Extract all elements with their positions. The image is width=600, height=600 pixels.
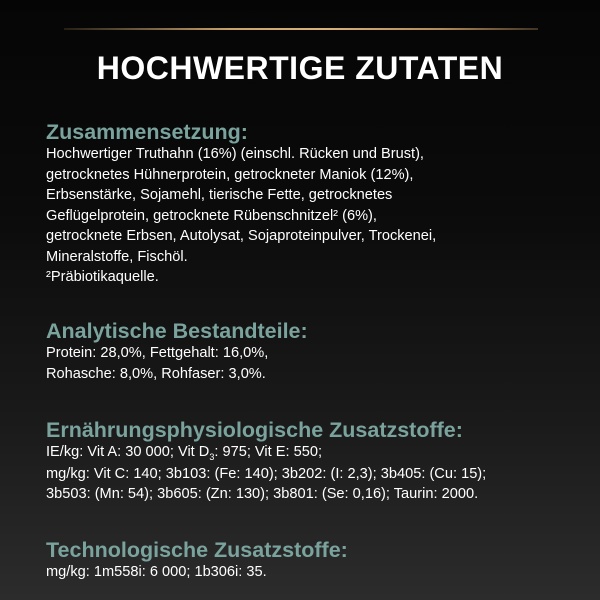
nutritional-line: 3b503: (Mn: 54); 3b605: (Zn: 130); 3b801: (Se: 0,16); Taurin: 2000. — [46, 486, 479, 502]
composition-line: Mineralstoffe, Fischöl. — [46, 248, 188, 265]
composition-line: Hochwertiger Truthahn (16%) (einschl. Rücken und Brust), — [46, 146, 424, 162]
section-heading-analytical: Analytische Bestandteile: — [46, 319, 308, 343]
section-analytical-constituents — [46, 319, 576, 384]
nutritional-line — [46, 442, 576, 464]
nutritional-line-part: : 975; Vit E: 550; — [214, 444, 322, 460]
section-heading-composition: Zusammensetzung: — [46, 120, 248, 144]
composition-line: Geflügelprotein, getrocknete Rübenschnitzel² (6%), — [46, 207, 377, 224]
section-body-composition — [46, 144, 576, 288]
section-composition — [46, 120, 576, 288]
section-body-nutritional — [46, 442, 576, 505]
analytical-line: Protein: 28,0%, Fettgehalt: 16,0%, — [46, 345, 269, 361]
section-technological-additives — [46, 538, 576, 583]
top-decorative-rule — [64, 28, 538, 30]
analytical-line: Rohasche: 8,0%, Rohfaser: 3,0%. — [46, 365, 266, 382]
composition-line: Erbsenstärke, Sojamehl, tierische Fette, getrocknetes — [46, 187, 393, 203]
composition-line: getrocknete Erbsen, Autolysat, Sojaproteinpulver, Trockenei, — [46, 228, 437, 244]
subscript-3: 3 — [209, 452, 215, 462]
composition-footnote: ²Präbiotikaquelle. — [46, 269, 159, 285]
page-title: HOCHWERTIGE ZUTATEN — [96, 50, 504, 86]
section-nutritional-additives — [46, 418, 576, 505]
technological-line: mg/kg: 1m558i: 6 000; 1b306i: 35. — [46, 564, 267, 580]
nutritional-line-part: IE/kg: Vit A: 30 000; Vit D — [46, 444, 210, 460]
section-body-technological — [46, 562, 576, 583]
composition-line: getrocknetes Hühnerprotein, getrockneter Maniok (12%), — [46, 166, 414, 183]
section-body-analytical — [46, 343, 576, 384]
section-heading-nutritional: Ernährungsphysiologische Zusatzstoffe: — [46, 418, 463, 442]
nutritional-line: mg/kg: Vit C: 140; 3b103: (Fe: 140); 3b202: (I: 2,3); 3b405: (Cu: 15); — [46, 465, 487, 482]
section-heading-technological: Technologische Zusatzstoffe: — [46, 538, 348, 562]
